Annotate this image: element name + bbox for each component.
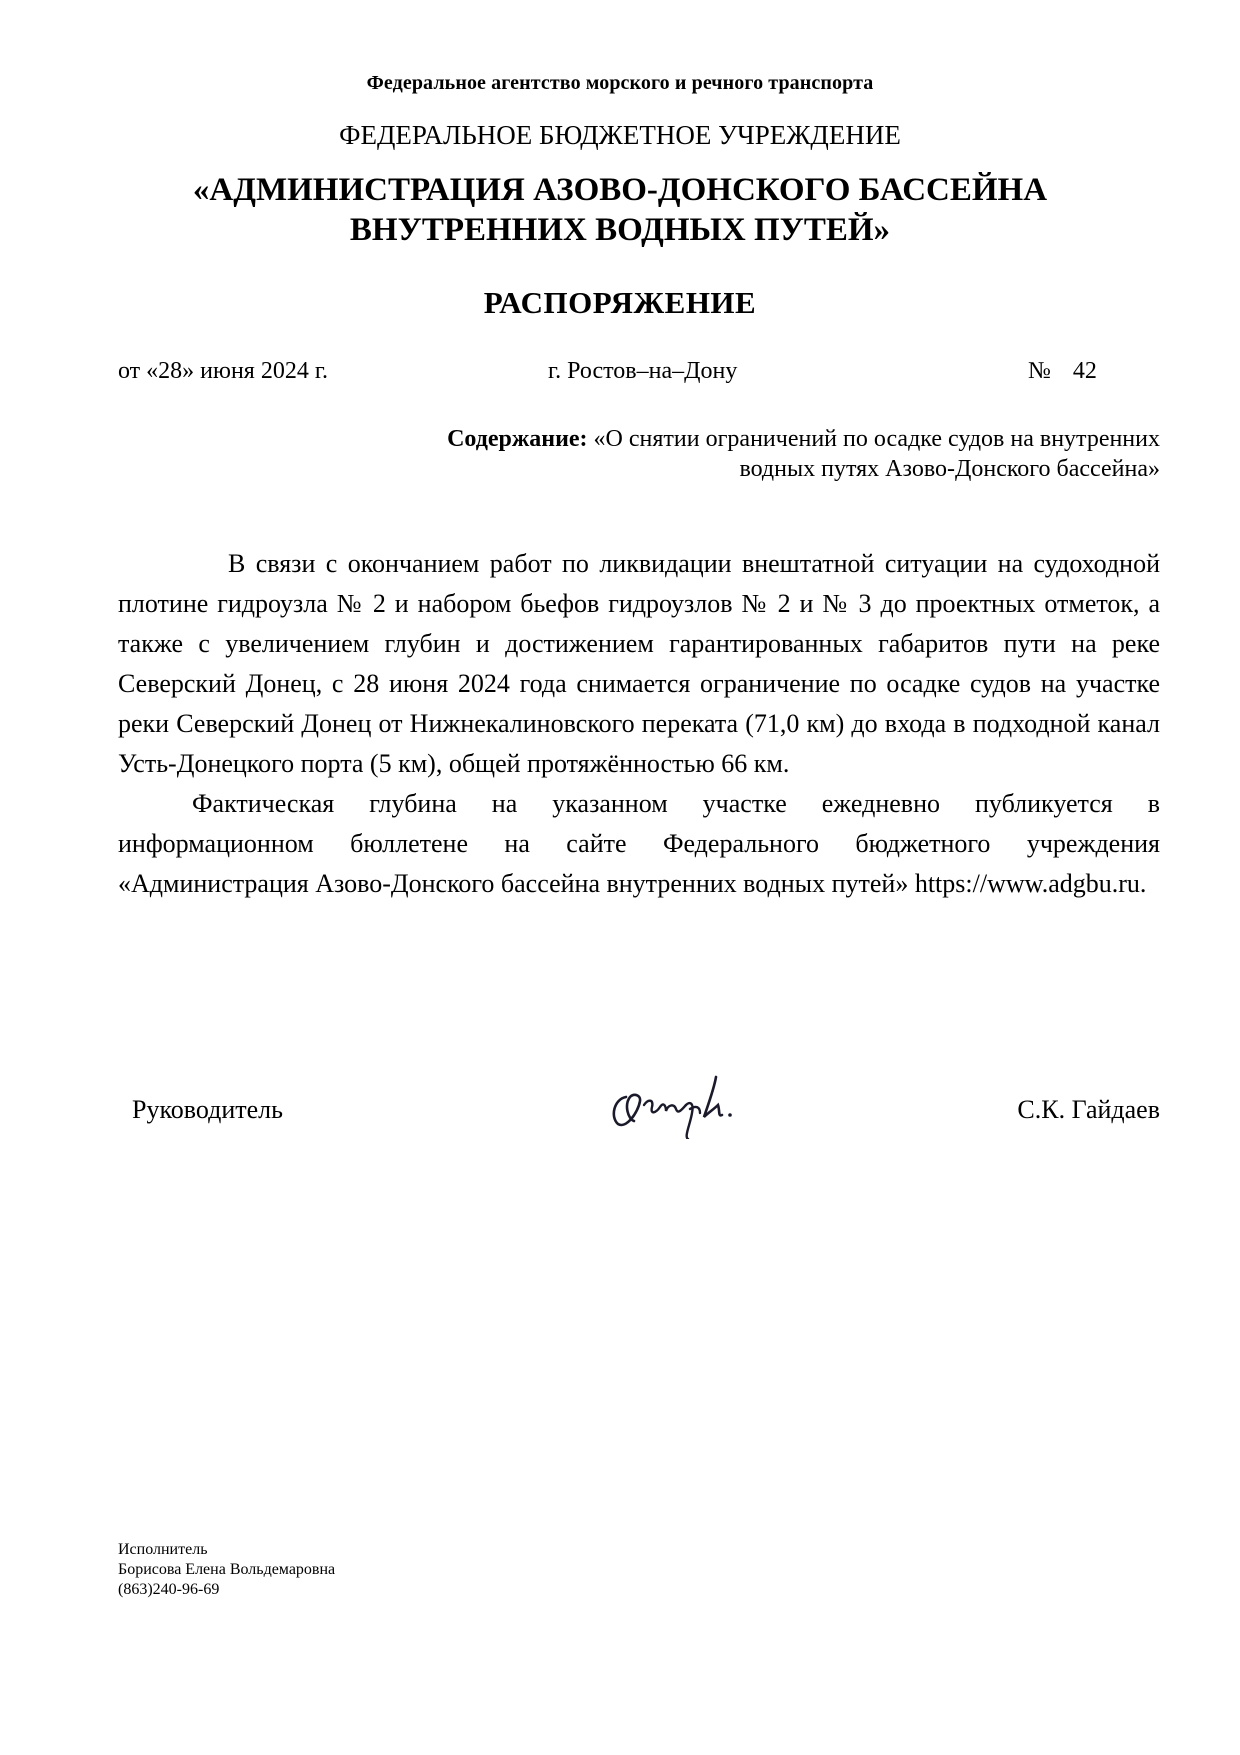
executor-label: Исполнитель bbox=[118, 1541, 208, 1558]
subject-line2: водных путях Азово-Донского бассейна» bbox=[739, 456, 1160, 482]
executor-block bbox=[118, 1540, 518, 1600]
signer-name: С.К. Гайдаев bbox=[1017, 1095, 1160, 1124]
document-subject bbox=[300, 424, 1160, 484]
document-number bbox=[1028, 358, 1097, 385]
handwritten-signature bbox=[604, 1069, 754, 1139]
institution-type: ФЕДЕРАЛЬНОЕ БЮДЖЕТНОЕ УЧРЕЖДЕНИЕ bbox=[339, 120, 901, 150]
executor-phone: (863)240-96-69 bbox=[118, 1581, 220, 1598]
document-date: от «28» июня 2024 г. bbox=[118, 358, 328, 384]
body-paragraph-2: Фактическая глубина на указанном участке ежедневно публикуется в информационном бюллетене на сайте Федерального бюджетного учреждения «Администрация Азово-Донского бассейна внутренних водных путей» https://www.adgbu.ru. bbox=[118, 789, 1160, 898]
number-value: 42 bbox=[1072, 358, 1097, 384]
document-type: РАСПОРЯЖЕНИЕ bbox=[483, 285, 757, 320]
institution-name-line2: ВНУТРЕННИХ ВОДНЫХ ПУТЕЙ» bbox=[349, 212, 891, 248]
signature-block bbox=[118, 1087, 1160, 1147]
document-details bbox=[118, 358, 1118, 388]
document-body bbox=[118, 544, 1160, 904]
body-paragraph-1: В связи с окончанием работ по ликвидации внештатной ситуации на судоходной плотине гидроузла № 2 и набором бьефов гидроузлов № 2 и № 3 до проектных отметок, а также с увеличением глубин и достижением гарантированных габаритов пути на реке Северский Донец, с 28 июня 2024 года снимается ограничение по осадке судов на участке реки Северский Донец от Нижнекалиновского переката (71,0 км) до входа в подходной канал Усть-Донецкого порта (5 км), общей протяжённостью 66 км. bbox=[118, 549, 1160, 778]
institution-name bbox=[0, 170, 1240, 250]
subject-label: Содержание: bbox=[447, 426, 588, 452]
signer-position: Руководитель bbox=[132, 1095, 283, 1124]
number-sign: № bbox=[1028, 358, 1051, 384]
subject-line1: «О снятии ограничений по осадке судов на внутренних bbox=[593, 426, 1160, 452]
institution-name-line1: «АДМИНИСТРАЦИЯ АЗОВО-ДОНСКОГО БАССЕЙНА bbox=[192, 172, 1048, 208]
agency-name: Федеральное агентство морского и речного транспорта bbox=[366, 72, 874, 94]
document-city: г. Ростов–на–Дону bbox=[548, 358, 738, 384]
executor-name: Борисова Елена Вольдемаровна bbox=[118, 1561, 336, 1578]
